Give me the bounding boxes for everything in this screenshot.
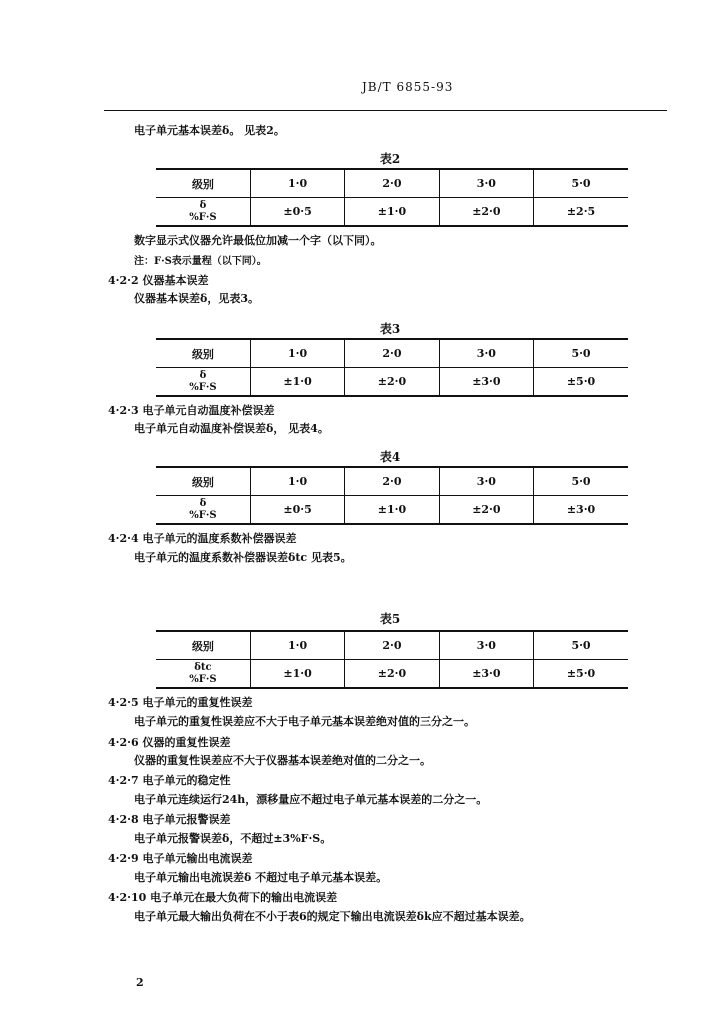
page-number: 2 — [136, 976, 144, 989]
table-2 — [156, 168, 628, 227]
error-cell: ±2·0 — [439, 496, 533, 525]
grade-cell: 1·0 — [250, 169, 344, 198]
section-4-2-4-heading: 4·2·4 电子单元的温度系数补偿器误差 — [108, 532, 297, 545]
grade-cell: 5·0 — [534, 467, 628, 496]
error-label-cell — [156, 496, 250, 525]
error-cell: ±5·0 — [534, 660, 628, 689]
section-4-2-8-heading: 4·2·8 电子单元报警误差 — [108, 813, 231, 826]
table-3 — [156, 338, 628, 397]
error-symbol: δ — [199, 369, 207, 381]
error-cell: ±1·0 — [250, 368, 344, 397]
grade-cell: 1·0 — [250, 631, 344, 660]
error-label-cell — [156, 368, 250, 397]
grade-cell: 3·0 — [439, 169, 533, 198]
table-4-caption: 表4 — [379, 450, 401, 464]
error-cell: ±2·0 — [345, 368, 439, 397]
error-unit: %F·S — [189, 211, 217, 223]
grade-cell: 5·0 — [534, 339, 628, 368]
section-4-2-6-body: 仪器的重复性误差应不大于仪器基本误差绝对值的二分之一。 — [134, 754, 431, 767]
section-4-2-7-body: 电子单元连续运行24h，漂移量应不超过电子单元基本误差的二分之一。 — [134, 793, 488, 806]
table-2-note: 注：F·S表示量程（以下同）。 — [134, 256, 267, 267]
error-cell: ±2·5 — [534, 198, 628, 227]
error-cell: ±1·0 — [250, 660, 344, 689]
table-2-caption: 表2 — [379, 152, 401, 166]
grade-label-cell: 级别 — [156, 467, 250, 496]
grade-cell: 3·0 — [439, 467, 533, 496]
error-cell: ±2·0 — [345, 660, 439, 689]
section-4-2-5-body: 电子单元的重复性误差应不大于电子单元基本误差绝对值的三分之一。 — [134, 715, 475, 728]
section-4-2-8-body: 电子单元报警误差δ，不超过±3%F·S。 — [134, 832, 332, 845]
table-row — [156, 368, 628, 397]
error-label-cell — [156, 660, 250, 689]
error-cell: ±1·0 — [345, 496, 439, 525]
table-row — [156, 496, 628, 525]
table-5-caption: 表5 — [379, 612, 401, 626]
section-4-2-7-heading: 4·2·7 电子单元的稳定性 — [108, 774, 231, 787]
error-cell: ±1·0 — [345, 198, 439, 227]
error-symbol: δtc — [194, 661, 212, 673]
error-cell: ±3·0 — [534, 496, 628, 525]
grade-cell: 5·0 — [534, 631, 628, 660]
section-4-2-2-body: 仪器基本误差δ，见表3。 — [134, 292, 259, 305]
grade-label-cell: 级别 — [156, 169, 250, 198]
section-4-2-9-body: 电子单元输出电流误差δ 不超过电子单元基本误差。 — [134, 871, 388, 884]
grade-cell: 2·0 — [345, 467, 439, 496]
header-rule — [104, 110, 667, 111]
grade-cell: 5·0 — [534, 169, 628, 198]
table-4 — [156, 466, 628, 525]
grade-cell: 3·0 — [439, 631, 533, 660]
error-cell: ±0·5 — [250, 496, 344, 525]
error-cell: ±3·0 — [439, 660, 533, 689]
error-symbol: δ — [199, 199, 207, 211]
grade-label-cell: 级别 — [156, 339, 250, 368]
error-cell: ±2·0 — [439, 198, 533, 227]
section-4-2-5-heading: 4·2·5 电子单元的重复性误差 — [108, 696, 253, 709]
section-4-2-10-heading: 4·2·10 电子单元在最大负荷下的输出电流误差 — [108, 891, 338, 904]
table-row — [156, 339, 628, 368]
table-row — [156, 467, 628, 496]
section-4-2-9-heading: 4·2·9 电子单元输出电流误差 — [108, 852, 253, 865]
grade-label-cell: 级别 — [156, 631, 250, 660]
error-cell: ±3·0 — [439, 368, 533, 397]
document-number-header: JB/T 6855-93 — [362, 80, 454, 94]
error-symbol: δ — [199, 497, 207, 509]
table-row — [156, 169, 628, 198]
grade-cell: 3·0 — [439, 339, 533, 368]
error-cell: ±5·0 — [534, 368, 628, 397]
error-unit: %F·S — [189, 673, 217, 685]
table-3-caption: 表3 — [379, 322, 401, 336]
intro-paragraph: 电子单元基本误差δ。 见表2。 — [134, 124, 285, 137]
table-row — [156, 198, 628, 227]
digital-display-paragraph: 数字显示式仪器允许最低位加减一个字（以下同）。 — [134, 234, 382, 247]
section-4-2-4-body: 电子单元的温度系数补偿器误差δtc 见表5。 — [134, 551, 352, 564]
grade-cell: 2·0 — [345, 339, 439, 368]
grade-cell: 1·0 — [250, 467, 344, 496]
grade-cell: 2·0 — [345, 631, 439, 660]
section-4-2-2-heading: 4·2·2 仪器基本误差 — [108, 274, 209, 287]
table-5 — [156, 630, 628, 689]
section-4-2-6-heading: 4·2·6 仪器的重复性误差 — [108, 736, 231, 749]
table-row — [156, 631, 628, 660]
grade-cell: 1·0 — [250, 339, 344, 368]
section-4-2-3-body: 电子单元自动温度补偿误差δ， 见表4。 — [134, 422, 329, 435]
section-4-2-10-body: 电子单元最大输出负荷在不小于表6的规定下输出电流误差δk应不超过基本误差。 — [134, 910, 531, 923]
section-4-2-3-heading: 4·2·3 电子单元自动温度补偿误差 — [108, 404, 275, 417]
error-label-cell — [156, 198, 250, 227]
table-row — [156, 660, 628, 689]
error-unit: %F·S — [189, 509, 217, 521]
grade-cell: 2·0 — [345, 169, 439, 198]
error-cell: ±0·5 — [250, 198, 344, 227]
error-unit: %F·S — [189, 381, 217, 393]
